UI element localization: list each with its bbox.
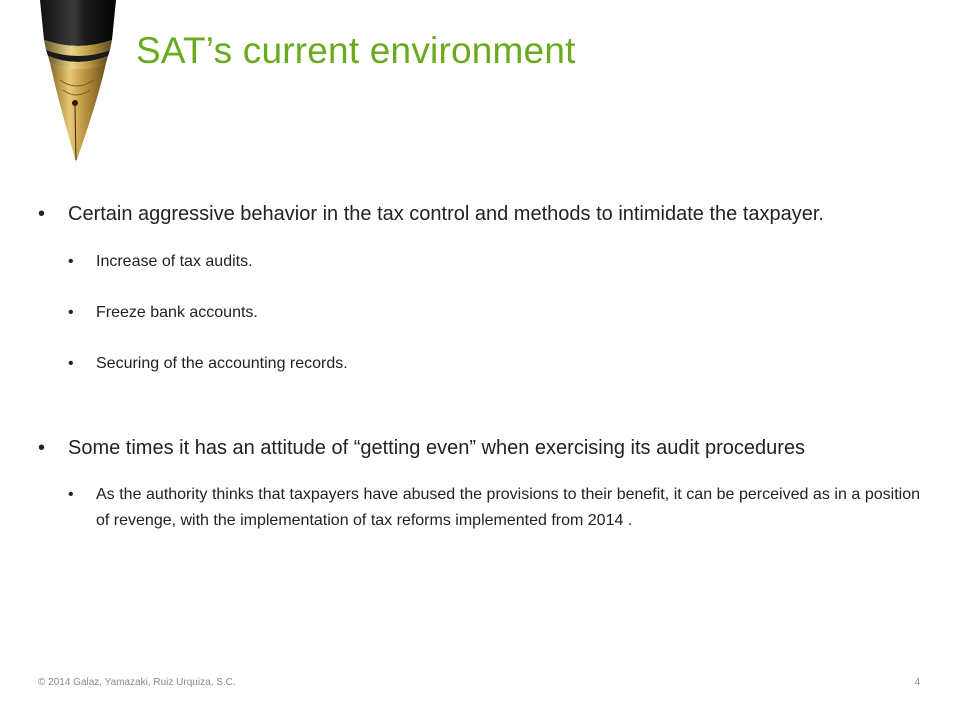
sub-bullet-text: As the authority thinks that taxpayers have abused the provisions to their benefit, it can be perceived as in a position of revenge, with the implementation of tax reforms implemented from 2014 . xyxy=(96,486,920,529)
sub-bullet-item xyxy=(38,351,920,377)
sub-bullet-item xyxy=(38,249,920,275)
bullet-text: Certain aggressive behavior in the tax control and methods to intimidate the taxpayer. xyxy=(68,203,824,225)
sub-bullet-item xyxy=(38,300,920,326)
bullet-icon: • xyxy=(38,437,46,459)
sub-bullet-item xyxy=(38,482,920,534)
bullet-item xyxy=(38,200,920,228)
footer-copyright: © 2014 Galaz, Yamazaki, Ruiz Urquiza, S.C. xyxy=(38,677,236,688)
page-number: 4 xyxy=(914,677,920,688)
bullet-icon: • xyxy=(68,486,74,503)
sub-bullet-text: Securing of the accounting records. xyxy=(96,355,348,372)
bullet-icon: • xyxy=(38,203,46,225)
bullet-item xyxy=(38,434,920,462)
sub-bullet-text: Increase of tax audits. xyxy=(96,253,253,270)
fountain-pen-nib-icon xyxy=(28,0,128,170)
bullet-icon: • xyxy=(68,304,74,321)
bullet-text: Some times it has an attitude of “getting even” when exercising its audit procedures xyxy=(68,437,806,459)
bullet-icon: • xyxy=(68,253,74,270)
bullet-icon: • xyxy=(68,355,74,372)
sub-bullet-text: Freeze bank accounts. xyxy=(96,304,258,321)
slide-body xyxy=(38,200,920,534)
slide-title: SAT’s current environment xyxy=(136,30,576,71)
